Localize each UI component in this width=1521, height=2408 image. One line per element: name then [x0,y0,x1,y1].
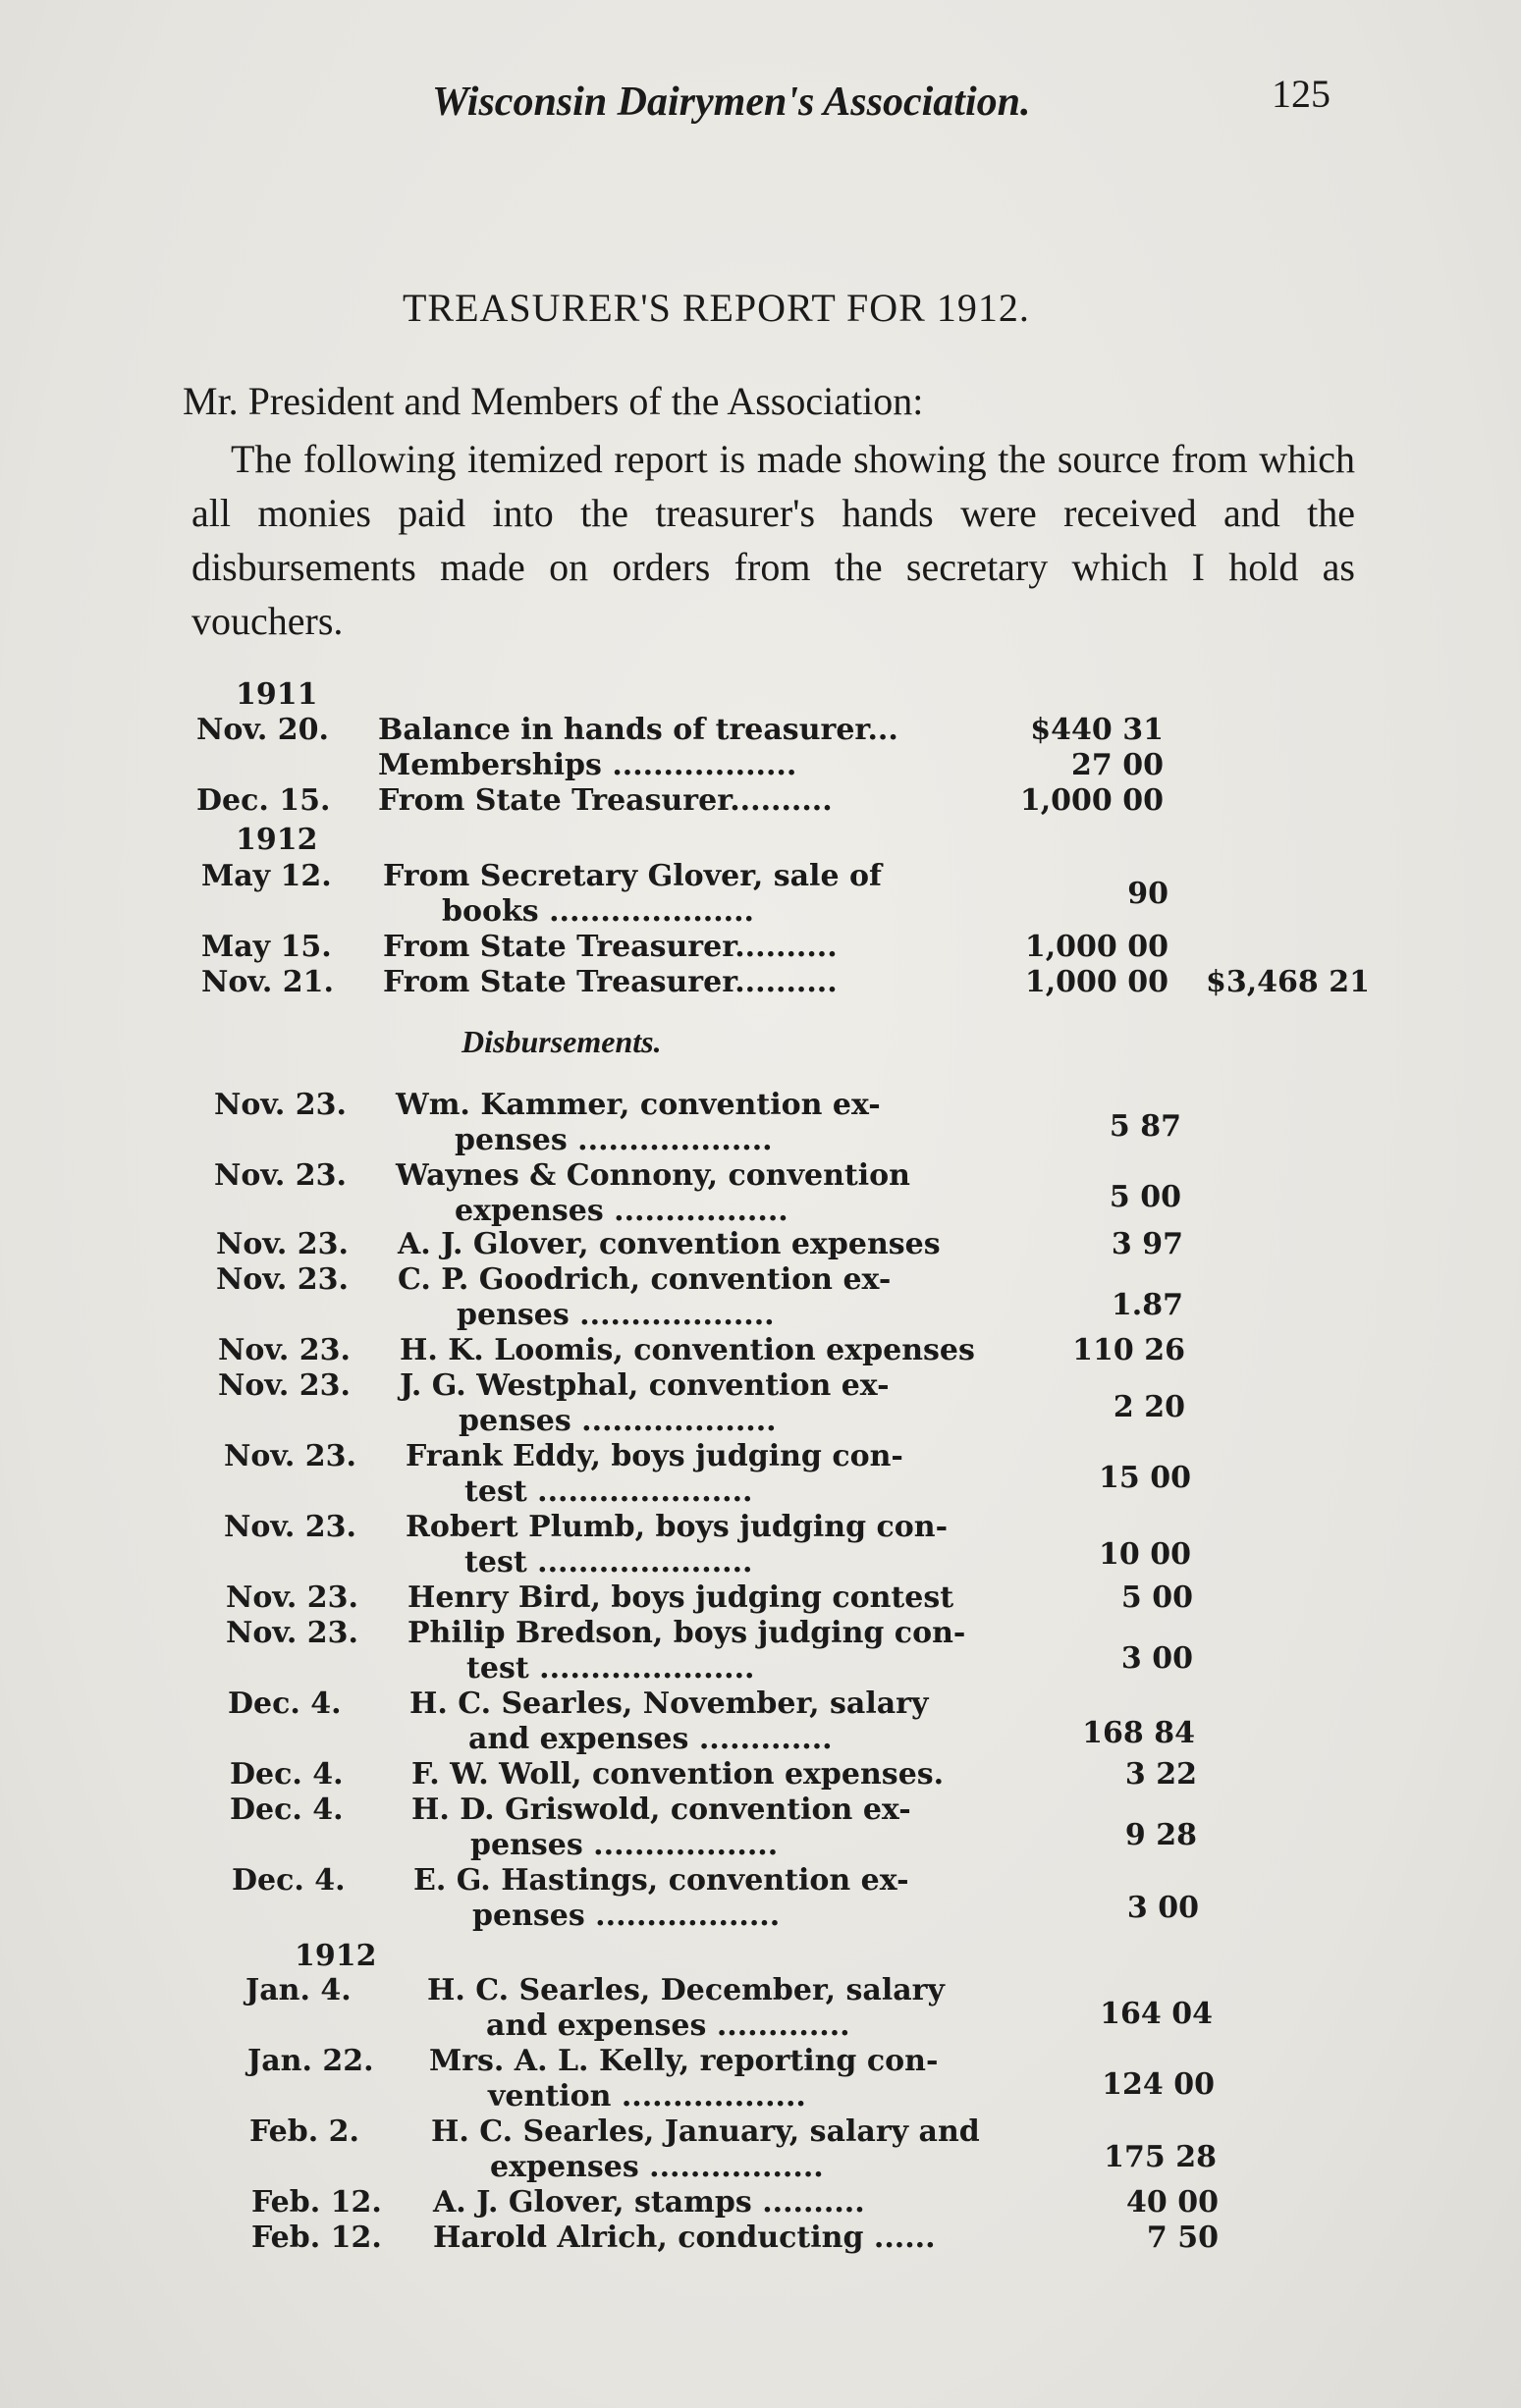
entry-description [406,1510,1005,1579]
description-line: expenses ................. [455,1194,788,1228]
entry-date: Dec. 15. [196,783,331,818]
entry-date: Nov. 20. [196,713,329,747]
entry-date: Nov. 23. [216,1227,349,1261]
description-line: penses ................... [455,1123,773,1157]
disbursements-heading: Disbursements. [462,1024,662,1059]
year-label: 1912 [295,1939,377,1973]
page-number: 125 [1272,72,1331,116]
entry-date: Nov. 23. [224,1439,356,1473]
entry-amount: 15 00 [1099,1461,1191,1495]
description-line: vention .................. [488,2079,806,2114]
entry-date: Nov. 21. [201,965,334,999]
entry-amount: 9 28 [1124,1818,1197,1852]
entry-amount: 1,000 00 [1024,930,1168,964]
description-line: penses ................... [457,1298,775,1332]
description-line: H. C. Searles, November, salary [409,1686,929,1721]
entry-date: Nov. 23. [226,1616,358,1650]
entry-description [427,1973,1026,2043]
entry-amount: 124 00 [1102,2067,1215,2102]
entry-amount: 3 00 [1126,1891,1199,1925]
description-line: books .................... [442,894,755,929]
entry-description: F. W. Woll, convention expenses. [411,1757,945,1792]
entry-amount: 10 00 [1099,1537,1191,1572]
entry-description: Memberships .................. [378,748,797,782]
entry-date: May 12. [201,859,332,893]
entry-description [383,859,982,929]
description-line: H. D. Griswold, convention ex- [411,1793,911,1827]
intro-paragraph: The following itemized report is made showing the source from which all monies paid into the treasurer's hands were received and the disbursements made on orders from the secretary which I hold as vouchers. [191,437,1355,643]
entry-description [409,1686,1008,1756]
description-line: Mrs. A. L. Kelly, reporting con- [429,2044,939,2078]
entry-amount: 27 00 [1071,748,1164,782]
entry-date: Dec. 4. [230,1757,344,1792]
entry-amount: 5 00 [1109,1180,1181,1214]
year-label: 1911 [236,677,318,712]
description-line: test ..................... [464,1474,753,1509]
entry-description: Balance in hands of treasurer... [378,713,898,747]
description-line: penses .................. [470,1828,779,1862]
entry-description: From State Treasurer.......... [383,965,838,999]
entry-date: Feb. 12. [251,2221,382,2255]
entry-date: Nov. 23. [218,1368,351,1403]
entry-date: Jan. 22. [247,2044,374,2078]
entry-description: From State Treasurer.......... [378,783,833,818]
description-line: J. G. Westphal, convention ex- [400,1368,890,1403]
entry-date: Jan. 4. [245,1973,352,2007]
description-line: Wm. Kammer, convention ex- [396,1088,881,1122]
description-line: Waynes & Connony, convention [396,1158,910,1193]
entry-description [400,1368,999,1438]
entry-amount: 5 00 [1120,1580,1193,1615]
description-line: and expenses ............. [486,2008,850,2043]
entry-amount: 3 22 [1124,1757,1197,1792]
entry-amount: 1,000 00 [1024,965,1168,999]
entry-date: Dec. 4. [230,1793,344,1827]
entry-description: H. K. Loomis, convention expenses [400,1333,975,1367]
entry-description [396,1088,995,1157]
entry-date: Nov. 23. [214,1088,347,1122]
description-line: expenses ................. [490,2150,824,2184]
entry-amount: 5 87 [1109,1109,1181,1144]
entry-amount: 1.87 [1111,1288,1183,1322]
entry-amount: 40 00 [1126,2185,1219,2220]
entry-amount: 164 04 [1100,1997,1213,2031]
entry-date: Nov. 23. [224,1510,356,1544]
description-line: Robert Plumb, boys judging con- [406,1510,949,1544]
entry-date: Nov. 23. [216,1262,349,1297]
entry-amount: 110 26 [1072,1333,1185,1367]
entry-date: Nov. 23. [214,1158,347,1193]
entry-description: Harold Alrich, conducting ...... [433,2221,936,2255]
entry-amount: 3 97 [1111,1227,1183,1261]
entry-description: From State Treasurer.......... [383,930,838,964]
report-title: TREASURER'S REPORT FOR 1912. [403,286,1030,330]
description-line: From Secretary Glover, sale of [383,859,882,893]
entry-description [413,1863,1012,1933]
entry-date: Feb. 12. [251,2185,382,2220]
entry-amount: 7 50 [1146,2221,1219,2255]
entry-description [431,2114,1030,2184]
entry-date: Feb. 2. [249,2114,359,2149]
salutation: Mr. President and Members of the Association: [183,379,924,423]
entry-description [406,1439,1005,1509]
entry-date: Dec. 4. [232,1863,346,1898]
year-label: 1912 [236,823,318,857]
description-line: penses .................. [472,1899,781,1933]
entry-date: Dec. 4. [228,1686,342,1721]
entry-amount: $440 31 [1030,713,1164,747]
entry-date: May 15. [201,930,332,964]
entry-description [407,1616,1006,1686]
description-line: Philip Bredson, boys judging con- [407,1616,966,1650]
entry-description: A. J. Glover, stamps .......... [433,2185,865,2220]
description-line: E. G. Hastings, convention ex- [413,1863,909,1898]
entry-amount: 168 84 [1082,1716,1195,1750]
description-line: penses ................... [459,1404,777,1438]
description-line: and expenses ............. [468,1722,833,1756]
description-line: C. P. Goodrich, convention ex- [398,1262,892,1297]
entry-date: Nov. 23. [218,1333,351,1367]
description-line: H. C. Searles, January, salary and [431,2114,980,2149]
entry-date: Nov. 23. [226,1580,358,1615]
entry-amount: 90 [1127,877,1168,911]
entry-amount: 2 20 [1113,1390,1185,1424]
entry-description [411,1793,1010,1862]
receipts-total: $3,468 21 [1205,965,1370,999]
description-line: test ..................... [466,1651,755,1686]
entry-description: A. J. Glover, convention expenses [398,1227,941,1261]
entry-amount: 1,000 00 [1019,783,1164,818]
description-line: test ..................... [464,1545,753,1579]
entry-amount: 175 28 [1104,2140,1217,2174]
entry-description [396,1158,995,1228]
description-line: H. C. Searles, December, salary [427,1973,945,2007]
description-line: Frank Eddy, boys judging con- [406,1439,903,1473]
entry-description [398,1262,997,1332]
entry-description: Henry Bird, boys judging contest [407,1580,954,1615]
running-head: Wisconsin Dairymen's Association. [432,80,1031,125]
entry-description [429,2044,1028,2114]
entry-amount: 3 00 [1120,1641,1193,1676]
